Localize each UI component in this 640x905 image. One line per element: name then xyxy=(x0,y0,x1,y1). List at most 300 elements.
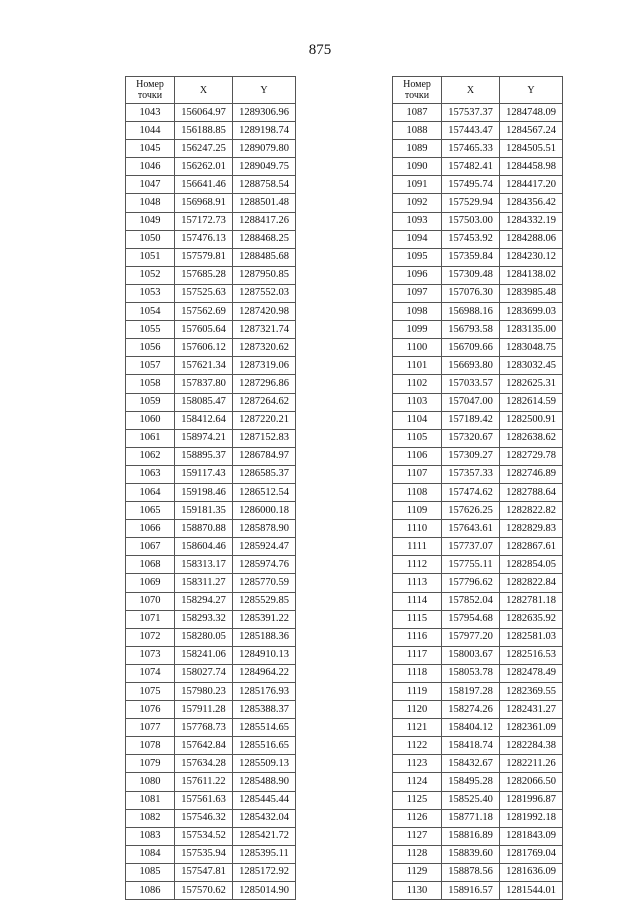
header-point-line1: Номер xyxy=(136,79,164,90)
cell-x: 157476.13 xyxy=(175,230,233,248)
cell-y: 1285391.22 xyxy=(233,610,296,628)
table-row xyxy=(393,773,563,791)
cell-x: 157562.69 xyxy=(175,303,233,321)
cell-x: 158418.74 xyxy=(442,737,500,755)
cell-y: 1287950.85 xyxy=(233,266,296,284)
cell-point-number: 1113 xyxy=(393,574,442,592)
table-row xyxy=(393,791,563,809)
table-row xyxy=(126,465,296,483)
cell-point-number: 1074 xyxy=(126,664,175,682)
header-point-number xyxy=(126,77,175,104)
cell-y: 1283032.45 xyxy=(500,357,563,375)
cell-x: 157611.22 xyxy=(175,773,233,791)
cell-point-number: 1103 xyxy=(393,393,442,411)
cell-y: 1283135.00 xyxy=(500,321,563,339)
cell-y: 1282361.09 xyxy=(500,719,563,737)
cell-y: 1284356.42 xyxy=(500,194,563,212)
table-row xyxy=(126,194,296,212)
cell-point-number: 1091 xyxy=(393,176,442,194)
cell-y: 1282500.91 xyxy=(500,411,563,429)
cell-x: 157189.42 xyxy=(442,411,500,429)
table-row xyxy=(393,212,563,230)
cell-point-number: 1075 xyxy=(126,683,175,701)
table-row xyxy=(393,701,563,719)
table-row xyxy=(393,483,563,501)
table-row xyxy=(126,321,296,339)
cell-y: 1285878.90 xyxy=(233,520,296,538)
table-row xyxy=(126,556,296,574)
table-row xyxy=(126,122,296,140)
table-row xyxy=(126,303,296,321)
table-row xyxy=(393,664,563,682)
cell-y: 1282369.55 xyxy=(500,683,563,701)
cell-y: 1287319.06 xyxy=(233,357,296,375)
cell-x: 157547.81 xyxy=(175,863,233,881)
cell-x: 157911.28 xyxy=(175,701,233,719)
cell-point-number: 1109 xyxy=(393,502,442,520)
cell-x: 159117.43 xyxy=(175,465,233,483)
cell-y: 1283699.03 xyxy=(500,303,563,321)
cell-x: 157643.61 xyxy=(442,520,500,538)
cell-point-number: 1123 xyxy=(393,755,442,773)
table-row xyxy=(393,375,563,393)
cell-point-number: 1110 xyxy=(393,520,442,538)
cell-point-number: 1121 xyxy=(393,719,442,737)
cell-x: 158816.89 xyxy=(442,827,500,845)
cell-x: 157525.63 xyxy=(175,284,233,302)
table-row xyxy=(393,357,563,375)
cell-point-number: 1070 xyxy=(126,592,175,610)
cell-x: 157357.33 xyxy=(442,465,500,483)
cell-point-number: 1056 xyxy=(126,339,175,357)
cell-point-number: 1092 xyxy=(393,194,442,212)
cell-point-number: 1054 xyxy=(126,303,175,321)
cell-point-number: 1107 xyxy=(393,465,442,483)
cell-y: 1285445.44 xyxy=(233,791,296,809)
cell-x: 158870.88 xyxy=(175,520,233,538)
cell-y: 1285770.59 xyxy=(233,574,296,592)
cell-y: 1287320.62 xyxy=(233,339,296,357)
cell-x: 157755.11 xyxy=(442,556,500,574)
cell-y: 1281544.01 xyxy=(500,882,563,900)
cell-point-number: 1095 xyxy=(393,248,442,266)
cell-y: 1282614.59 xyxy=(500,393,563,411)
cell-y: 1284964.22 xyxy=(233,664,296,682)
cell-point-number: 1102 xyxy=(393,375,442,393)
table-row xyxy=(393,465,563,483)
cell-point-number: 1094 xyxy=(393,230,442,248)
cell-point-number: 1086 xyxy=(126,882,175,900)
cell-point-number: 1066 xyxy=(126,520,175,538)
cell-y: 1282581.03 xyxy=(500,628,563,646)
cell-x: 157605.64 xyxy=(175,321,233,339)
table-header-row xyxy=(126,77,296,104)
table-row xyxy=(126,447,296,465)
cell-point-number: 1071 xyxy=(126,610,175,628)
cell-x: 157535.94 xyxy=(175,845,233,863)
cell-x: 157579.81 xyxy=(175,248,233,266)
table-row xyxy=(393,411,563,429)
cell-y: 1288485.68 xyxy=(233,248,296,266)
cell-y: 1282635.92 xyxy=(500,610,563,628)
cell-point-number: 1118 xyxy=(393,664,442,682)
table-row xyxy=(126,628,296,646)
header-y: Y xyxy=(500,77,563,104)
cell-x: 156262.01 xyxy=(175,158,233,176)
cell-point-number: 1079 xyxy=(126,755,175,773)
table-row xyxy=(393,809,563,827)
cell-x: 157534.52 xyxy=(175,827,233,845)
cell-y: 1282638.62 xyxy=(500,429,563,447)
cell-point-number: 1108 xyxy=(393,483,442,501)
cell-y: 1284505.51 xyxy=(500,140,563,158)
cell-y: 1285172.92 xyxy=(233,863,296,881)
table-row xyxy=(126,882,296,900)
cell-y: 1284138.02 xyxy=(500,266,563,284)
cell-x: 157309.48 xyxy=(442,266,500,284)
cell-point-number: 1081 xyxy=(126,791,175,809)
table-row xyxy=(126,176,296,194)
cell-y: 1289049.75 xyxy=(233,158,296,176)
header-x: X xyxy=(175,77,233,104)
cell-x: 158311.27 xyxy=(175,574,233,592)
cell-point-number: 1106 xyxy=(393,447,442,465)
cell-y: 1282822.82 xyxy=(500,502,563,520)
cell-x: 156641.46 xyxy=(175,176,233,194)
cell-y: 1282284.38 xyxy=(500,737,563,755)
cell-x: 158412.64 xyxy=(175,411,233,429)
cell-y: 1281992.18 xyxy=(500,809,563,827)
cell-y: 1285509.13 xyxy=(233,755,296,773)
table-row xyxy=(126,538,296,556)
table-row xyxy=(393,556,563,574)
cell-x: 157529.94 xyxy=(442,194,500,212)
table-row xyxy=(393,230,563,248)
cell-point-number: 1063 xyxy=(126,465,175,483)
table-row xyxy=(393,863,563,881)
cell-point-number: 1128 xyxy=(393,845,442,863)
cell-point-number: 1105 xyxy=(393,429,442,447)
cell-y: 1285432.04 xyxy=(233,809,296,827)
cell-y: 1284458.98 xyxy=(500,158,563,176)
cell-point-number: 1045 xyxy=(126,140,175,158)
cell-x: 156968.91 xyxy=(175,194,233,212)
cell-x: 157503.00 xyxy=(442,212,500,230)
cell-x: 157359.84 xyxy=(442,248,500,266)
cell-point-number: 1129 xyxy=(393,863,442,881)
cell-y: 1285974.76 xyxy=(233,556,296,574)
cell-y: 1284288.06 xyxy=(500,230,563,248)
cell-y: 1288468.25 xyxy=(233,230,296,248)
table-row xyxy=(393,610,563,628)
cell-y: 1285924.47 xyxy=(233,538,296,556)
table-row xyxy=(393,158,563,176)
cell-x: 157852.04 xyxy=(442,592,500,610)
table-row xyxy=(126,140,296,158)
cell-x: 158916.57 xyxy=(442,882,500,900)
cell-x: 157634.28 xyxy=(175,755,233,773)
cell-x: 156793.58 xyxy=(442,321,500,339)
cell-point-number: 1082 xyxy=(126,809,175,827)
cell-point-number: 1069 xyxy=(126,574,175,592)
table-row xyxy=(126,158,296,176)
cell-point-number: 1089 xyxy=(393,140,442,158)
cell-y: 1282822.84 xyxy=(500,574,563,592)
table-row xyxy=(393,284,563,302)
cell-y: 1282788.64 xyxy=(500,483,563,501)
table-row xyxy=(126,266,296,284)
cell-point-number: 1101 xyxy=(393,357,442,375)
table-row xyxy=(393,266,563,284)
cell-y: 1284230.12 xyxy=(500,248,563,266)
table-row xyxy=(126,104,296,122)
cell-point-number: 1088 xyxy=(393,122,442,140)
cell-y: 1286512.54 xyxy=(233,483,296,501)
cell-x: 158839.60 xyxy=(442,845,500,863)
table-row xyxy=(126,701,296,719)
table-row xyxy=(393,104,563,122)
cell-y: 1282729.78 xyxy=(500,447,563,465)
table-row xyxy=(126,791,296,809)
cell-y: 1289306.96 xyxy=(233,104,296,122)
cell-x: 158974.21 xyxy=(175,429,233,447)
cell-x: 158241.06 xyxy=(175,646,233,664)
page-number: 875 xyxy=(308,42,332,58)
cell-point-number: 1120 xyxy=(393,701,442,719)
table-row xyxy=(393,882,563,900)
cell-x: 157474.62 xyxy=(442,483,500,501)
table-row xyxy=(126,248,296,266)
cell-point-number: 1050 xyxy=(126,230,175,248)
cell-y: 1287220.21 xyxy=(233,411,296,429)
cell-point-number: 1078 xyxy=(126,737,175,755)
cell-point-number: 1111 xyxy=(393,538,442,556)
cell-x: 157768.73 xyxy=(175,719,233,737)
cell-x: 156988.16 xyxy=(442,303,500,321)
cell-x: 158895.37 xyxy=(175,447,233,465)
cell-x: 157837.80 xyxy=(175,375,233,393)
table-row xyxy=(126,230,296,248)
cell-y: 1282066.50 xyxy=(500,773,563,791)
cell-y: 1286585.37 xyxy=(233,465,296,483)
cell-y: 1289198.74 xyxy=(233,122,296,140)
header-x: X xyxy=(442,77,500,104)
cell-x: 157685.28 xyxy=(175,266,233,284)
cell-x: 157033.57 xyxy=(442,375,500,393)
cell-point-number: 1093 xyxy=(393,212,442,230)
cell-point-number: 1122 xyxy=(393,737,442,755)
table-row xyxy=(393,122,563,140)
cell-x: 158771.18 xyxy=(442,809,500,827)
table-row xyxy=(393,393,563,411)
table-row xyxy=(126,429,296,447)
cell-y: 1282829.83 xyxy=(500,520,563,538)
cell-point-number: 1114 xyxy=(393,592,442,610)
cell-x: 159198.46 xyxy=(175,483,233,501)
cell-x: 158404.12 xyxy=(442,719,500,737)
cell-y: 1287264.62 xyxy=(233,393,296,411)
cell-point-number: 1049 xyxy=(126,212,175,230)
cell-y: 1282867.61 xyxy=(500,538,563,556)
cell-y: 1282211.26 xyxy=(500,755,563,773)
cell-point-number: 1073 xyxy=(126,646,175,664)
header-point-line2: точки xyxy=(137,90,163,101)
cell-y: 1287152.83 xyxy=(233,429,296,447)
table-row xyxy=(126,483,296,501)
cell-y: 1281996.87 xyxy=(500,791,563,809)
table-row xyxy=(126,755,296,773)
cell-x: 157606.12 xyxy=(175,339,233,357)
cell-y: 1285529.85 xyxy=(233,592,296,610)
cell-x: 157570.62 xyxy=(175,882,233,900)
cell-x: 156247.25 xyxy=(175,140,233,158)
cell-x: 156709.66 xyxy=(442,339,500,357)
table-row xyxy=(393,339,563,357)
cell-x: 158027.74 xyxy=(175,664,233,682)
cell-y: 1282478.49 xyxy=(500,664,563,682)
cell-point-number: 1057 xyxy=(126,357,175,375)
table-row xyxy=(126,284,296,302)
cell-x: 157796.62 xyxy=(442,574,500,592)
cell-x: 158085.47 xyxy=(175,393,233,411)
cell-y: 1284332.19 xyxy=(500,212,563,230)
header-point-line1: Номер xyxy=(403,79,431,90)
cell-x: 157453.92 xyxy=(442,230,500,248)
cell-x: 158313.17 xyxy=(175,556,233,574)
table-row xyxy=(393,321,563,339)
cell-point-number: 1055 xyxy=(126,321,175,339)
cell-x: 157047.00 xyxy=(442,393,500,411)
table-row xyxy=(126,574,296,592)
table-row xyxy=(393,755,563,773)
cell-point-number: 1127 xyxy=(393,827,442,845)
cell-x: 157482.41 xyxy=(442,158,500,176)
cell-x: 157309.27 xyxy=(442,447,500,465)
cell-point-number: 1043 xyxy=(126,104,175,122)
cell-y: 1287420.98 xyxy=(233,303,296,321)
cell-y: 1282625.31 xyxy=(500,375,563,393)
cell-y: 1282781.18 xyxy=(500,592,563,610)
cell-x: 158197.28 xyxy=(442,683,500,701)
cell-x: 158294.27 xyxy=(175,592,233,610)
cell-point-number: 1087 xyxy=(393,104,442,122)
cell-point-number: 1053 xyxy=(126,284,175,302)
cell-point-number: 1126 xyxy=(393,809,442,827)
table-row xyxy=(126,411,296,429)
table-row xyxy=(126,502,296,520)
cell-x: 156064.97 xyxy=(175,104,233,122)
cell-point-number: 1124 xyxy=(393,773,442,791)
cell-point-number: 1059 xyxy=(126,393,175,411)
table-row xyxy=(126,737,296,755)
cell-point-number: 1104 xyxy=(393,411,442,429)
cell-point-number: 1096 xyxy=(393,266,442,284)
table-row xyxy=(393,176,563,194)
cell-y: 1285488.90 xyxy=(233,773,296,791)
cell-point-number: 1065 xyxy=(126,502,175,520)
table-row xyxy=(126,683,296,701)
cell-y: 1282516.53 xyxy=(500,646,563,664)
table-row xyxy=(393,447,563,465)
cell-x: 157980.23 xyxy=(175,683,233,701)
table-row xyxy=(126,646,296,664)
cell-point-number: 1116 xyxy=(393,628,442,646)
cell-y: 1281769.04 xyxy=(500,845,563,863)
table-row xyxy=(393,502,563,520)
cell-y: 1285176.93 xyxy=(233,683,296,701)
cell-y: 1281843.09 xyxy=(500,827,563,845)
table-header-row xyxy=(393,77,563,104)
cell-x: 157626.25 xyxy=(442,502,500,520)
cell-x: 158878.56 xyxy=(442,863,500,881)
cell-y: 1283985.48 xyxy=(500,284,563,302)
cell-x: 157546.32 xyxy=(175,809,233,827)
table-row xyxy=(393,140,563,158)
cell-y: 1287552.03 xyxy=(233,284,296,302)
table-row xyxy=(126,339,296,357)
cell-point-number: 1112 xyxy=(393,556,442,574)
table-row xyxy=(126,610,296,628)
cell-y: 1285395.11 xyxy=(233,845,296,863)
table-row xyxy=(393,574,563,592)
cell-y: 1282746.89 xyxy=(500,465,563,483)
cell-point-number: 1046 xyxy=(126,158,175,176)
cell-x: 157076.30 xyxy=(442,284,500,302)
cell-point-number: 1047 xyxy=(126,176,175,194)
coordinates-table-left xyxy=(125,76,296,900)
cell-x: 158604.46 xyxy=(175,538,233,556)
cell-point-number: 1060 xyxy=(126,411,175,429)
table-row xyxy=(393,303,563,321)
cell-y: 1286000.18 xyxy=(233,502,296,520)
cell-x: 157320.67 xyxy=(442,429,500,447)
cell-point-number: 1099 xyxy=(393,321,442,339)
cell-x: 157443.47 xyxy=(442,122,500,140)
cell-point-number: 1084 xyxy=(126,845,175,863)
table-row xyxy=(393,845,563,863)
cell-point-number: 1085 xyxy=(126,863,175,881)
cell-point-number: 1125 xyxy=(393,791,442,809)
cell-x: 157954.68 xyxy=(442,610,500,628)
cell-y: 1285421.72 xyxy=(233,827,296,845)
table-row xyxy=(393,520,563,538)
cell-x: 158293.32 xyxy=(175,610,233,628)
cell-y: 1282854.05 xyxy=(500,556,563,574)
table-row xyxy=(126,809,296,827)
coordinates-table-right xyxy=(392,76,563,900)
cell-point-number: 1072 xyxy=(126,628,175,646)
cell-y: 1284748.09 xyxy=(500,104,563,122)
cell-point-number: 1130 xyxy=(393,882,442,900)
cell-x: 158495.28 xyxy=(442,773,500,791)
cell-x: 156188.85 xyxy=(175,122,233,140)
table-row xyxy=(393,628,563,646)
cell-x: 157621.34 xyxy=(175,357,233,375)
cell-y: 1283048.75 xyxy=(500,339,563,357)
table-row xyxy=(126,520,296,538)
table-row xyxy=(393,719,563,737)
table-row xyxy=(126,592,296,610)
cell-y: 1285516.65 xyxy=(233,737,296,755)
cell-y: 1284910.13 xyxy=(233,646,296,664)
cell-point-number: 1067 xyxy=(126,538,175,556)
cell-x: 158053.78 xyxy=(442,664,500,682)
cell-point-number: 1083 xyxy=(126,827,175,845)
table-row xyxy=(393,827,563,845)
cell-point-number: 1098 xyxy=(393,303,442,321)
cell-point-number: 1077 xyxy=(126,719,175,737)
cell-point-number: 1052 xyxy=(126,266,175,284)
